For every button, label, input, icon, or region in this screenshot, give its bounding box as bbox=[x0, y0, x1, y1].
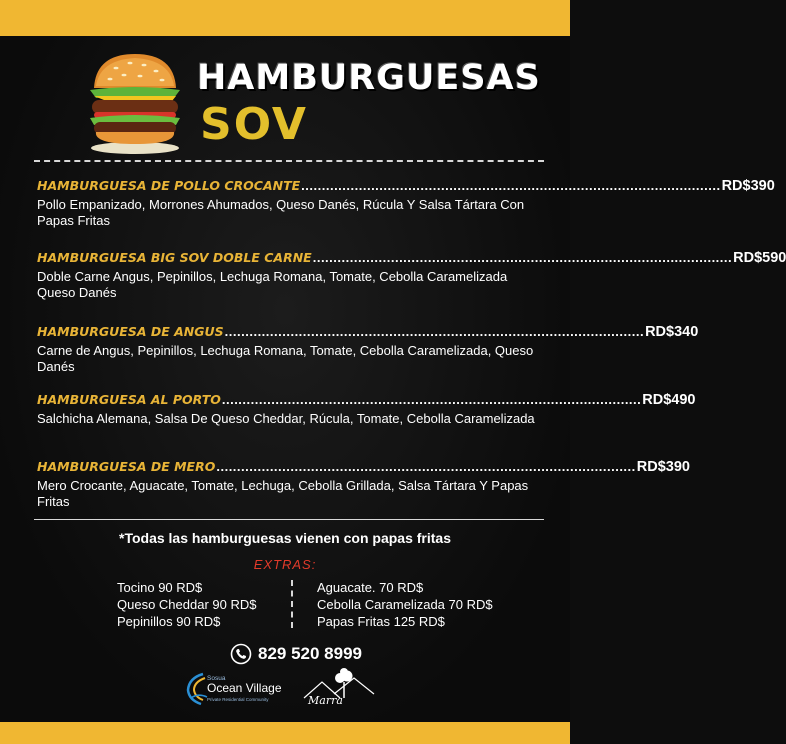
ocean-village-logo bbox=[185, 672, 295, 712]
extras-left-list bbox=[117, 579, 256, 630]
menu-item bbox=[37, 178, 775, 229]
dot-leader: ...................................................................................................... bbox=[216, 459, 636, 474]
menu-item bbox=[37, 324, 699, 375]
menu-item bbox=[37, 250, 786, 301]
menu-subtitle: SOV bbox=[200, 99, 308, 150]
menu-item bbox=[37, 392, 696, 427]
extra-item: Cebolla Caramelizada 70 RD$ bbox=[317, 597, 493, 612]
dot-leader: ...................................................................................................... bbox=[312, 250, 733, 265]
marra-name: Marra bbox=[308, 694, 343, 707]
dashed-divider bbox=[34, 160, 544, 162]
extra-item: Pepinillos 90 RD$ bbox=[117, 614, 221, 629]
item-description: Carne de Angus, Pepinillos, Lechuga Romana, Tomate, Cebolla Caramelizada, Queso Danés bbox=[37, 343, 534, 374]
item-price: RD$390 bbox=[721, 178, 775, 194]
item-name: HAMBURGUESA AL PORTO bbox=[37, 392, 221, 407]
item-name: HAMBURGUESA DE ANGUS bbox=[37, 324, 224, 339]
menu-item bbox=[37, 459, 690, 510]
dot-leader: ...................................................................................................... bbox=[301, 178, 721, 193]
item-description: Doble Carne Angus, Pepinillos, Lechuga Romana, Tomate, Cebolla Caramelizada Queso Danés bbox=[37, 269, 508, 300]
item-price: RD$340 bbox=[645, 324, 699, 340]
menu-title: HAMBURGUESAS bbox=[197, 58, 541, 98]
phone-icon bbox=[230, 643, 252, 665]
extras-divider bbox=[291, 580, 293, 628]
logo-tagline: Private Residential Community bbox=[207, 697, 269, 702]
phone-number: 829 520 8999 bbox=[258, 644, 362, 663]
extra-item: Tocino 90 RD$ bbox=[117, 580, 203, 595]
item-price: RD$590 bbox=[733, 250, 786, 266]
bottom-gold-band bbox=[0, 722, 570, 744]
extra-item: Papas Fritas 125 RD$ bbox=[317, 614, 445, 629]
item-description: Salchicha Alemana, Salsa De Queso Cheddar, Rúcula, Tomate, Cebolla Caramelizada bbox=[37, 411, 535, 426]
logo-name: Ocean Village bbox=[207, 681, 282, 695]
item-price: RD$390 bbox=[636, 459, 690, 475]
burger-icon bbox=[82, 48, 188, 158]
phone-contact[interactable] bbox=[230, 643, 362, 665]
item-description: Pollo Empanizado, Morrones Ahumados, Queso Danés, Rúcula Y Salsa Tártara Con Papas Fritas bbox=[37, 197, 525, 228]
top-gold-band bbox=[0, 0, 570, 36]
item-name: HAMBURGUESA DE POLLO CROCANTE bbox=[37, 178, 301, 193]
extra-item: Aguacate. 70 RD$ bbox=[317, 580, 424, 595]
logo-small-text: Sosua bbox=[207, 675, 226, 682]
extra-item: Queso Cheddar 90 RD$ bbox=[117, 597, 257, 612]
extras-right-list bbox=[317, 579, 493, 630]
fries-note: *Todas las hamburguesas vienen con papas fritas bbox=[119, 530, 451, 546]
item-name: HAMBURGUESA DE MERO bbox=[37, 459, 216, 474]
item-description: Mero Crocante, Aguacate, Tomate, Lechuga, Cebolla Grillada, Salsa Tártara Y Papas Fritas bbox=[37, 478, 529, 509]
solid-divider bbox=[34, 519, 544, 520]
dot-leader: ...................................................................................................... bbox=[224, 324, 645, 339]
dot-leader: ...................................................................................................... bbox=[221, 392, 642, 407]
extras-title: EXTRAS: bbox=[253, 557, 317, 572]
item-name: HAMBURGUESA BIG SOV DOBLE CARNE bbox=[37, 250, 312, 265]
marra-logo bbox=[300, 668, 378, 718]
item-price: RD$490 bbox=[642, 392, 696, 408]
